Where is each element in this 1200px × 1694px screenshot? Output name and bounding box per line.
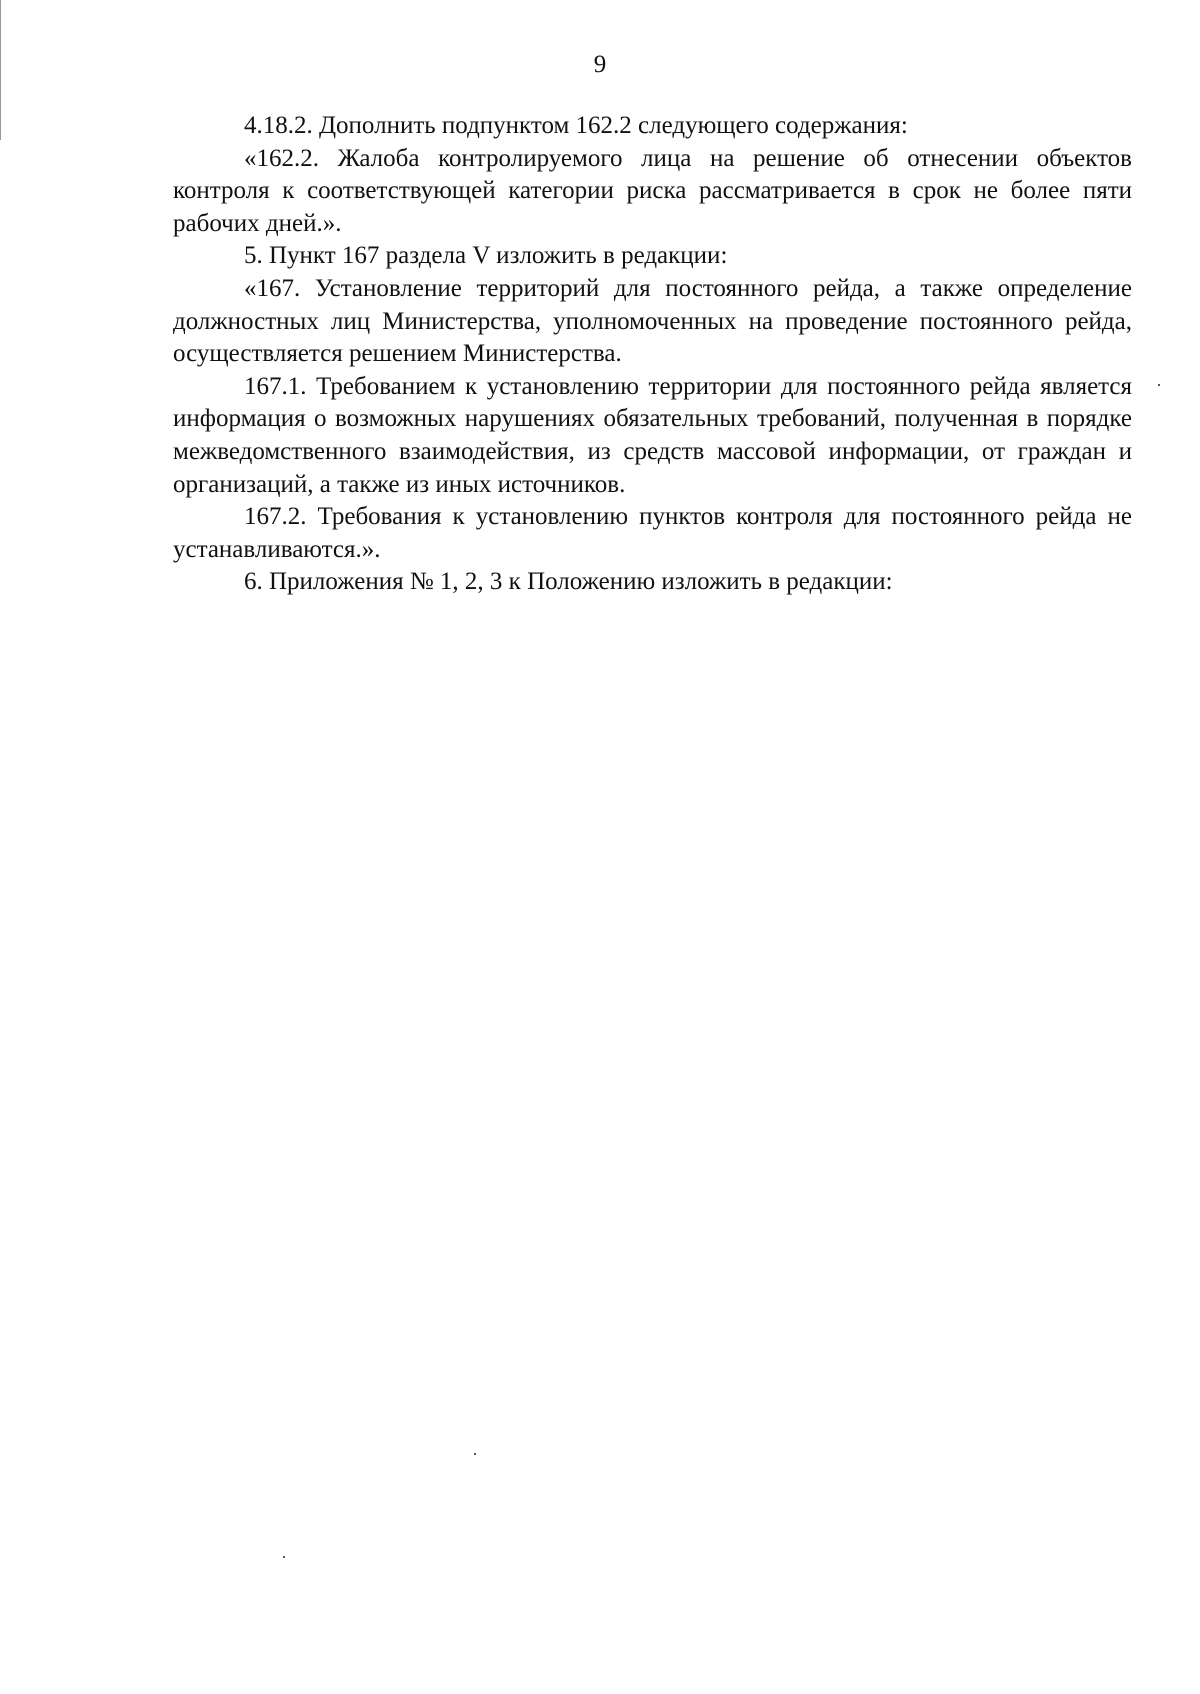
paragraph-167-2: 167.2. Требования к установлению пунктов контроля для постоянного рейда не устанавливаются.».: [173, 503, 1132, 563]
scan-speck: [1158, 384, 1160, 386]
paragraph-item-6: 6. Приложения № 1, 2, 3 к Положению изложить в редакции:: [244, 568, 893, 596]
scan-speck: [474, 1453, 476, 1455]
paragraph-item-5: 5. Пункт 167 раздела V изложить в редакции:: [244, 242, 728, 270]
scan-speck: [283, 1556, 285, 1558]
paragraph-167-1: 167.1. Требованием к установлению территории для постоянного рейда является информация о возможных нарушениях обязательных требований, полученная в порядке межведомственного взаимодействия, из средств массовой информации, от граждан и организаций, а также из иных источников.: [173, 372, 1132, 498]
document-body: [173, 110, 1132, 599]
paragraph-162-2: «162.2. Жалоба контролируемого лица на решение об отнесении объектов контроля к соответствующей категории риска рассматривается в срок не более пяти рабочих дней.».: [173, 144, 1132, 237]
paragraph-167: «167. Установление территорий для постоянного рейда, а также определение должностных лиц Министерства, уполномоченных на проведение постоянного рейда, осуществляется решением Министерства.: [173, 274, 1132, 368]
paragraph-4-18-2: 4.18.2. Дополнить подпунктом 162.2 следующего содержания:: [244, 112, 908, 139]
page-number: 9: [593, 51, 607, 78]
